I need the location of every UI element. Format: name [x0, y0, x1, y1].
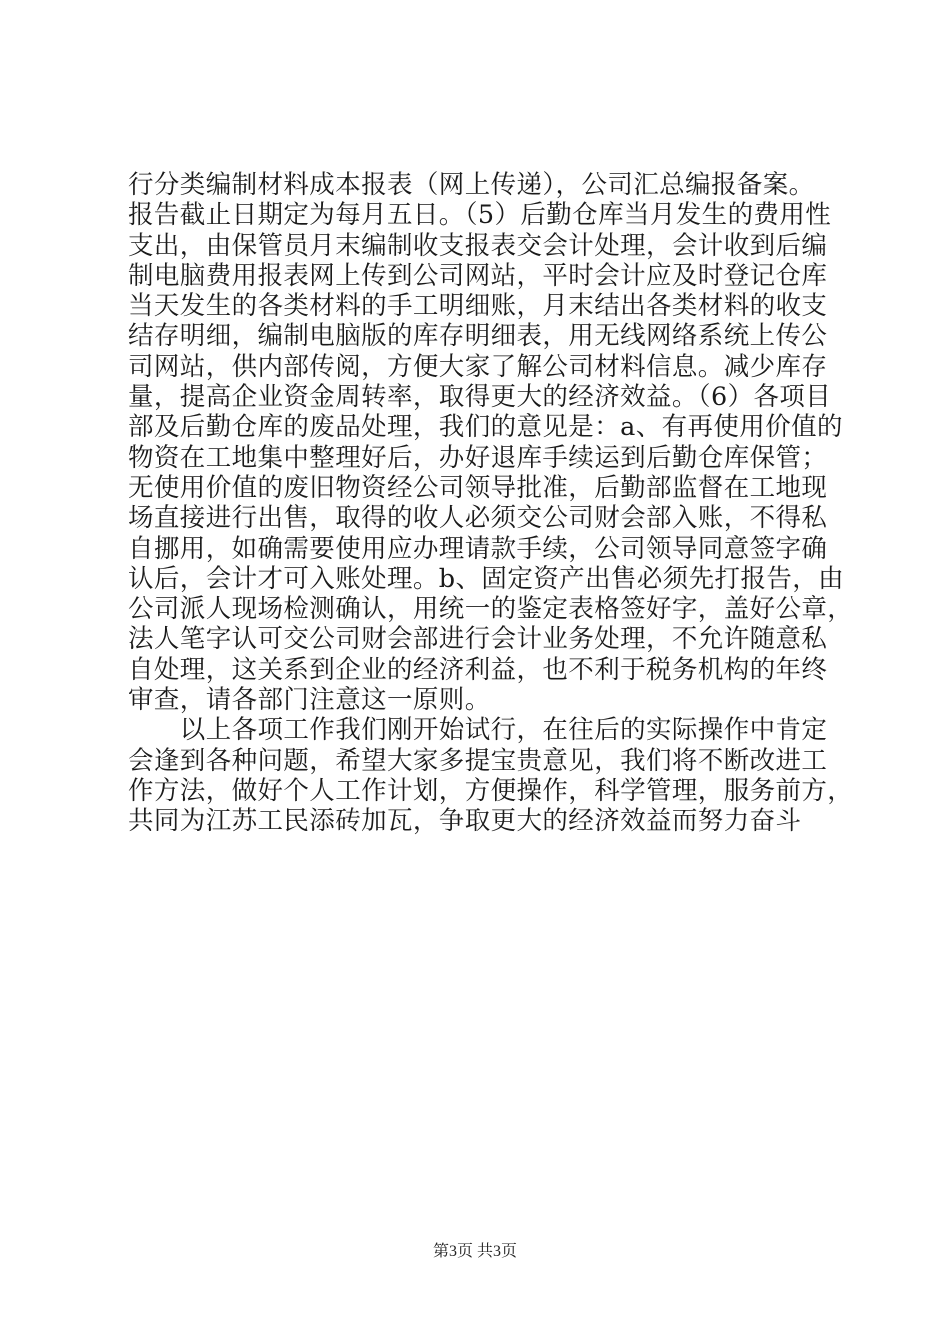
text-line: 报告截止日期定为每月五日。（5）后勤仓库当月发生的费用性	[128, 200, 832, 231]
text-line: 公司派人现场检测确认，用统一的鉴定表格签好字，盖好公章，	[128, 594, 854, 625]
text-line: 共同为江苏工民添砖加瓦，争取更大的经济效益而努力奋斗	[128, 806, 802, 837]
text-line: 审查，请各部门注意这一原则。	[128, 685, 491, 716]
text-line: 支出，由保管员月末编制收支报表交会计处理，会计收到后编	[128, 230, 828, 261]
text-line: 认后，会计才可入账处理。b、固定资产出售必须先打报告，由	[128, 563, 845, 594]
text-line: 自挪用，如确需要使用应办理请款手续，公司领导同意签字确	[128, 533, 828, 564]
text-line: 行分类编制材料成本报表（网上传递），公司汇总编报备案。	[128, 170, 815, 200]
body-text	[128, 170, 854, 837]
text-line: 制电脑费用报表网上传到公司网站，平时会计应及时登记仓库	[128, 260, 828, 291]
text-line: 场直接进行出售，取得的收人必须交公司财会部入账，不得私	[128, 503, 828, 534]
text-line: 自处理，这关系到企业的经济利益，也不利于税务机构的年终	[128, 654, 828, 685]
text-line: 当天发生的各类材料的手工明细账，月末结出各类材料的收支	[128, 291, 828, 322]
text-line: 结存明细，编制电脑版的库存明细表，用无线网络系统上传公	[128, 321, 828, 352]
text-line: 以上各项工作我们刚开始试行，在往后的实际操作中肯定	[128, 715, 828, 746]
text-line: 部及后勤仓库的废品处理，我们的意见是：a、有再使用价值的	[128, 412, 843, 443]
page-number-footer: 第3页 共3页	[432, 1243, 517, 1260]
text-line: 法人笔字认可交公司财会部进行会计业务处理，不允许随意私	[128, 624, 828, 655]
text-line: 司网站，供内部传阅，方便大家了解公司材料信息。减少库存	[128, 351, 828, 382]
text-line: 量，提高企业资金周转率，取得更大的经济效益。（6）各项目	[128, 382, 832, 413]
text-line: 物资在工地集中整理好后，办好退库手续运到后勤仓库保管；	[128, 442, 828, 473]
text-line: 作方法，做好个人工作计划，方便操作，科学管理，服务前方，	[128, 775, 854, 806]
text-line: 会逢到各种问题，希望大家多提宝贵意见，我们将不断改进工	[128, 745, 828, 776]
text-line: 无使用价值的废旧物资经公司领导批准，后勤部监督在工地现	[128, 472, 828, 503]
